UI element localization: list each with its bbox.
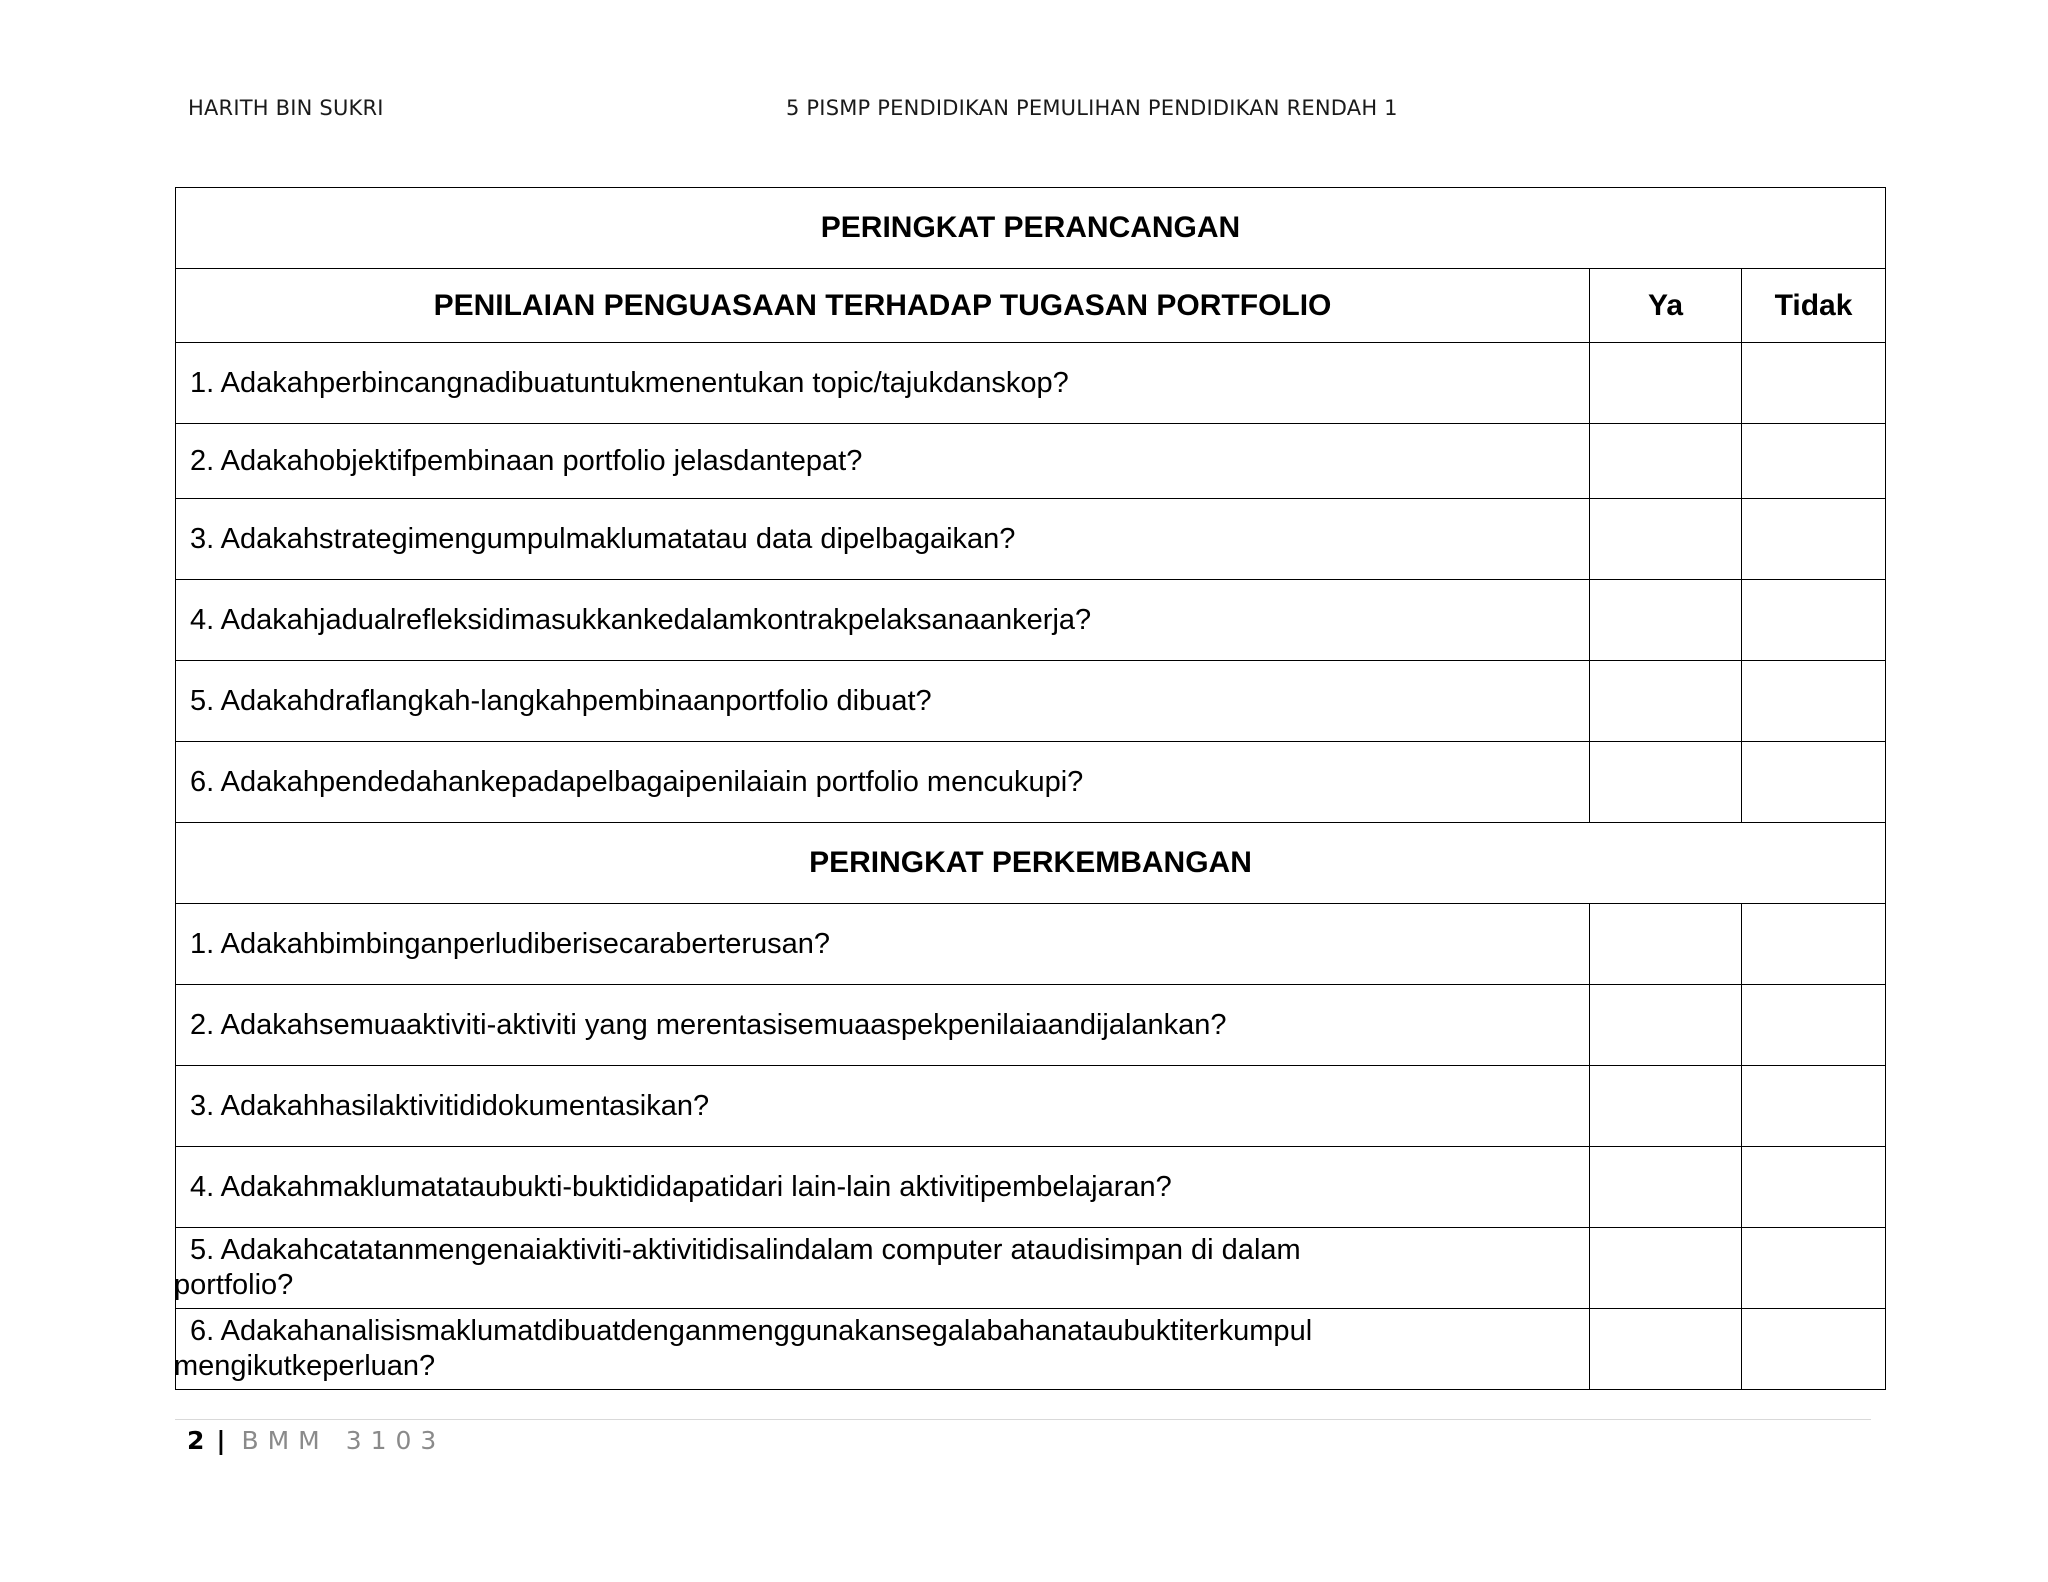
question-text: 1. Adakahperbincangnadibuatuntukmenentukan topic/tajukdanskop?: [176, 343, 1590, 424]
ya-checkbox-cell[interactable]: [1590, 1228, 1742, 1309]
table-row: [176, 1066, 1886, 1147]
question-text-multiline: [176, 1228, 1590, 1309]
table-row: [176, 661, 1886, 742]
question-line-1: 5. Adakahcatatanmengenaiaktiviti-aktivitidisalindalam computer ataudisimpan di dalam: [190, 1234, 1301, 1266]
tidak-checkbox-cell[interactable]: [1742, 904, 1886, 985]
question-line-1: 6. Adakahanalisismaklumatdibuatdenganmenggunakansegalabahanataubuktiterkumpul: [190, 1315, 1313, 1347]
table-row: [176, 742, 1886, 823]
header-author: HARITH BIN SUKRI: [188, 96, 384, 120]
question-text: 2. Adakahsemuaaktiviti-aktiviti yang merentasisemuaaspekpenilaiaandijalankan?: [176, 985, 1590, 1066]
section-row-perkembangan: [176, 823, 1886, 904]
question-line-2: portfolio?: [174, 1269, 294, 1301]
table-row: [176, 343, 1886, 424]
table-row: [176, 904, 1886, 985]
ya-checkbox-cell[interactable]: [1590, 499, 1742, 580]
ya-checkbox-cell[interactable]: [1590, 661, 1742, 742]
portfolio-assessment-table: [175, 187, 1886, 1390]
header-course: 5 PISMP PENDIDIKAN PEMULIHAN PENDIDIKAN RENDAH 1: [786, 96, 1398, 120]
tidak-checkbox-cell[interactable]: [1742, 985, 1886, 1066]
table-row: [176, 1309, 1886, 1390]
ya-checkbox-cell[interactable]: [1590, 985, 1742, 1066]
question-text: 4. Adakahmaklumatataubukti-buktididapatidari lain-lain aktivitipembelajaran?: [176, 1147, 1590, 1228]
column-heading-criteria: PENILAIAN PENGUASAAN TERHADAP TUGASAN PORTFOLIO: [176, 269, 1590, 343]
tidak-checkbox-cell[interactable]: [1742, 1309, 1886, 1390]
ya-checkbox-cell[interactable]: [1590, 742, 1742, 823]
question-text: 5. Adakahdraflangkah-langkahpembinaanportfolio dibuat?: [176, 661, 1590, 742]
ya-checkbox-cell[interactable]: [1590, 1309, 1742, 1390]
ya-checkbox-cell[interactable]: [1590, 424, 1742, 499]
question-text: 3. Adakahhasilaktivitididokumentasikan?: [176, 1066, 1590, 1147]
table-row: [176, 985, 1886, 1066]
column-heading-ya: Ya: [1590, 269, 1742, 343]
question-text: 4. Adakahjadualrefleksidimasukkankedalamkontrakpelaksanaankerja?: [176, 580, 1590, 661]
page-footer: [187, 1426, 445, 1455]
question-text: 3. Adakahstrategimengumpulmaklumatatau data dipelbagaikan?: [176, 499, 1590, 580]
table-row: [176, 1147, 1886, 1228]
tidak-checkbox-cell[interactable]: [1742, 661, 1886, 742]
ya-checkbox-cell[interactable]: [1590, 580, 1742, 661]
ya-checkbox-cell[interactable]: [1590, 1147, 1742, 1228]
page-number: 2: [187, 1426, 205, 1455]
table-row: [176, 580, 1886, 661]
course-code: BMM 3103: [241, 1426, 446, 1455]
tidak-checkbox-cell[interactable]: [1742, 742, 1886, 823]
tidak-checkbox-cell[interactable]: [1742, 499, 1886, 580]
section-row-perancangan: [176, 188, 1886, 269]
table-row: [176, 1228, 1886, 1309]
table-row: [176, 499, 1886, 580]
ya-checkbox-cell[interactable]: [1590, 904, 1742, 985]
question-text: 1. Adakahbimbinganperludiberisecaraberterusan?: [176, 904, 1590, 985]
column-header-row: [176, 269, 1886, 343]
ya-checkbox-cell[interactable]: [1590, 343, 1742, 424]
ya-checkbox-cell[interactable]: [1590, 1066, 1742, 1147]
question-line-2: mengikutkeperluan?: [174, 1350, 436, 1382]
section-title-perkembangan: PERINGKAT PERKEMBANGAN: [176, 823, 1886, 904]
question-text: 6. Adakahpendedahankepadapelbagaipenilaiain portfolio mencukupi?: [176, 742, 1590, 823]
tidak-checkbox-cell[interactable]: [1742, 1228, 1886, 1309]
footer-separator: |: [216, 1426, 226, 1455]
question-text: 2. Adakahobjektifpembinaan portfolio jelasdantepat?: [176, 424, 1590, 499]
footer-divider: [175, 1419, 1871, 1420]
tidak-checkbox-cell[interactable]: [1742, 580, 1886, 661]
tidak-checkbox-cell[interactable]: [1742, 424, 1886, 499]
question-text-multiline: [176, 1309, 1590, 1390]
tidak-checkbox-cell[interactable]: [1742, 1147, 1886, 1228]
section-title-perancangan: PERINGKAT PERANCANGAN: [176, 188, 1886, 269]
tidak-checkbox-cell[interactable]: [1742, 1066, 1886, 1147]
column-heading-tidak: Tidak: [1742, 269, 1886, 343]
tidak-checkbox-cell[interactable]: [1742, 343, 1886, 424]
table-row: [176, 424, 1886, 499]
